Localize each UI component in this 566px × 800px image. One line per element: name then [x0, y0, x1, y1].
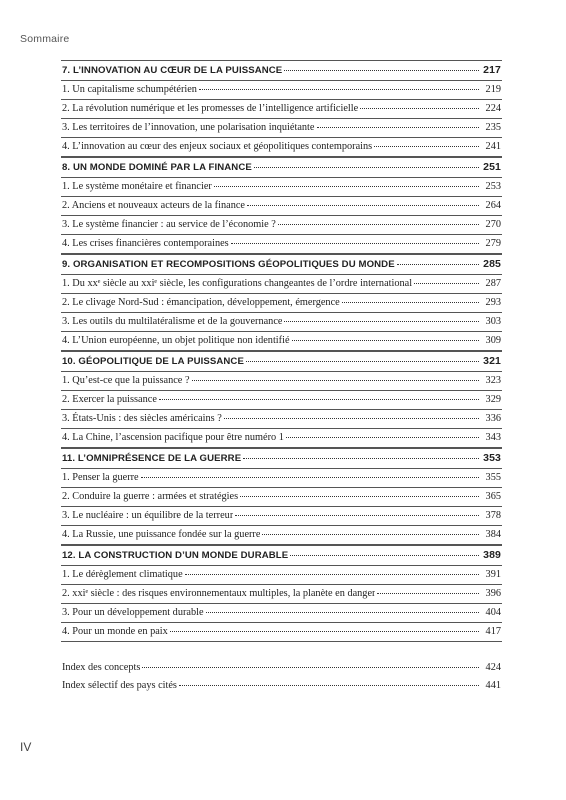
section-entry-title: 2. Exercer la puissance: [62, 394, 157, 405]
section-entry-page-number: 303: [485, 316, 501, 327]
chapter-block: [61, 448, 502, 545]
section-entry[interactable]: [61, 429, 502, 448]
dot-leader: [159, 389, 479, 400]
dot-leader: [240, 486, 479, 497]
section-entry[interactable]: [61, 332, 502, 351]
section-entry-title: 1. Du xxᵉ siècle au xxiᵉ siècle, les configurations changeantes de l’ordre international: [62, 278, 413, 289]
section-entry-title: 1. Le dérèglement climatique: [62, 569, 183, 580]
dot-leader: [231, 233, 479, 244]
section-entry-page-number: 323: [485, 375, 501, 386]
chapter-heading[interactable]: [61, 546, 502, 566]
section-entry[interactable]: [61, 138, 502, 157]
section-entry-title: 3. Les territoires de l’innovation, une polarisation inquiétante: [62, 122, 315, 133]
section-entry-page-number: 224: [485, 103, 501, 114]
dot-leader: [284, 60, 479, 71]
dot-leader: [235, 505, 479, 516]
section-entry[interactable]: [61, 526, 502, 545]
section-entry-page-number: 279: [485, 238, 501, 249]
dot-leader: [214, 176, 479, 187]
chapter-heading[interactable]: [61, 61, 502, 81]
section-entry-title: 2. Conduire la guerre : armées et stratégies: [62, 491, 239, 502]
dot-leader: [141, 467, 479, 478]
index-block: [61, 659, 502, 695]
section-entry-page-number: 343: [485, 432, 501, 443]
section-entry-page-number: 309: [485, 335, 501, 346]
dot-leader: [247, 195, 479, 206]
section-entry-title: 4. La Russie, une puissance fondée sur la guerre: [62, 529, 261, 540]
section-entry-page-number: 270: [485, 219, 501, 230]
chapter-block: [61, 254, 502, 351]
section-entry-page-number: 219: [485, 84, 501, 95]
section-entry-title: 4. La Chine, l’ascension pacifique pour être numéro 1: [62, 432, 284, 443]
section-entry-title: 1. Qu’est-ce que la puissance ?: [62, 375, 190, 386]
section-entry-title: 2. xxiᵉ siècle : des risques environnementaux multiples, la planète en danger: [62, 588, 376, 599]
section-entry-title: 4. Pour un monde en paix: [62, 626, 168, 637]
dot-leader: [199, 79, 479, 90]
section-entry-title: 2. Le clivage Nord-Sud : émancipation, développement, émergence: [62, 297, 340, 308]
chapter-block: [61, 60, 502, 157]
dot-leader: [246, 351, 479, 362]
index-entry-page-number: 424: [485, 662, 501, 673]
section-entry-page-number: 253: [485, 181, 501, 192]
running-head: Sommaire: [20, 33, 70, 45]
index-entry[interactable]: [61, 677, 502, 695]
chapter-block: [61, 157, 502, 254]
dot-leader: [414, 273, 479, 284]
dot-leader: [342, 292, 479, 303]
section-entry-page-number: 384: [485, 529, 501, 540]
dot-leader: [397, 254, 479, 265]
chapter-heading[interactable]: [61, 352, 502, 372]
section-entry[interactable]: [61, 235, 502, 254]
chapter-heading-page-number: 285: [483, 258, 501, 270]
index-entry-page-number: 441: [485, 680, 501, 691]
chapter-heading-title: 7. L’INNOVATION AU CŒUR DE LA PUISSANCE: [62, 65, 283, 76]
chapter-heading[interactable]: [61, 255, 502, 275]
section-entry-page-number: 287: [485, 278, 501, 289]
chapter-block: [61, 351, 502, 448]
section-entry-title: 3. Pour un développement durable: [62, 607, 204, 618]
section-entry-title: 2. Anciens et nouveaux acteurs de la finance: [62, 200, 245, 211]
chapter-heading[interactable]: [61, 449, 502, 469]
section-entry-page-number: 391: [485, 569, 501, 580]
dot-leader: [360, 98, 479, 109]
section-entry-title: 3. Les outils du multilatéralisme et de la gouvernance: [62, 316, 283, 327]
section-entry-page-number: 241: [485, 141, 501, 152]
chapter-heading-page-number: 251: [483, 161, 501, 173]
dot-leader: [286, 427, 479, 438]
dot-leader: [278, 214, 479, 225]
section-entry[interactable]: [61, 623, 502, 642]
chapter-block: [61, 545, 502, 642]
section-entry-page-number: 378: [485, 510, 501, 521]
dot-leader: [142, 657, 479, 668]
section-entry-page-number: 293: [485, 297, 501, 308]
table-of-contents: [61, 60, 502, 695]
section-entry-page-number: 365: [485, 491, 501, 502]
dot-leader: [206, 602, 479, 613]
chapter-heading-title: 11. L’OMNIPRÉSENCE DE LA GUERRE: [62, 453, 242, 464]
chapter-heading-title: 9. ORGANISATION ET RECOMPOSITIONS GÉOPOLITIQUES DU MONDE: [62, 259, 395, 270]
dot-leader: [284, 311, 479, 322]
dot-leader: [317, 117, 480, 128]
section-entry-title: 4. L’innovation au cœur des enjeux sociaux et géopolitiques contemporains: [62, 141, 373, 152]
section-entry-page-number: 264: [485, 200, 501, 211]
section-entry-page-number: 396: [485, 588, 501, 599]
dot-leader: [192, 370, 479, 381]
dot-leader: [374, 136, 479, 147]
section-entry-page-number: 355: [485, 472, 501, 483]
section-entry-title: 1. Le système monétaire et financier: [62, 181, 212, 192]
dot-leader: [243, 448, 479, 459]
dot-leader: [170, 621, 479, 632]
section-entry-page-number: 235: [485, 122, 501, 133]
chapter-heading-title: 8. UN MONDE DOMINÉ PAR LA FINANCE: [62, 162, 252, 173]
section-entry-title: 4. L’Union européenne, un objet politique non identifié: [62, 335, 290, 346]
dot-leader: [377, 583, 479, 594]
section-entry-page-number: 404: [485, 607, 501, 618]
dot-leader: [292, 330, 479, 341]
dot-leader: [185, 564, 479, 575]
section-entry-title: 1. Un capitalisme schumpétérien: [62, 84, 197, 95]
section-entry-title: 1. Penser la guerre: [62, 472, 139, 483]
section-entry-page-number: 329: [485, 394, 501, 405]
page-folio: IV: [20, 740, 32, 754]
chapter-heading-title: 10. GÉOPOLITIQUE DE LA PUISSANCE: [62, 356, 244, 367]
index-entry-title: Index des concepts: [62, 662, 141, 673]
chapter-heading[interactable]: [61, 158, 502, 178]
chapter-heading-page-number: 389: [483, 549, 501, 561]
dot-leader: [262, 524, 479, 535]
section-entry-title: 3. Le système financier : au service de l’économie ?: [62, 219, 276, 230]
section-entry-page-number: 336: [485, 413, 501, 424]
dot-leader: [290, 545, 479, 556]
chapter-heading-page-number: 217: [483, 64, 501, 76]
chapter-heading-title: 12. LA CONSTRUCTION D’UN MONDE DURABLE: [62, 550, 289, 561]
section-entry-title: 3. États-Unis : des siècles américains ?: [62, 413, 222, 424]
dot-leader: [224, 408, 479, 419]
chapter-heading-page-number: 321: [483, 355, 501, 367]
section-entry-title: 2. La révolution numérique et les promesses de l’intelligence artificielle: [62, 103, 359, 114]
dot-leader: [179, 675, 479, 686]
section-entry-title: 4. Les crises financières contemporaines: [62, 238, 229, 249]
chapter-heading-page-number: 353: [483, 452, 501, 464]
dot-leader: [254, 157, 479, 168]
section-entry-title: 3. Le nucléaire : un équilibre de la terreur: [62, 510, 234, 521]
index-entry-title: Index sélectif des pays cités: [62, 680, 177, 691]
section-entry-page-number: 417: [485, 626, 501, 637]
